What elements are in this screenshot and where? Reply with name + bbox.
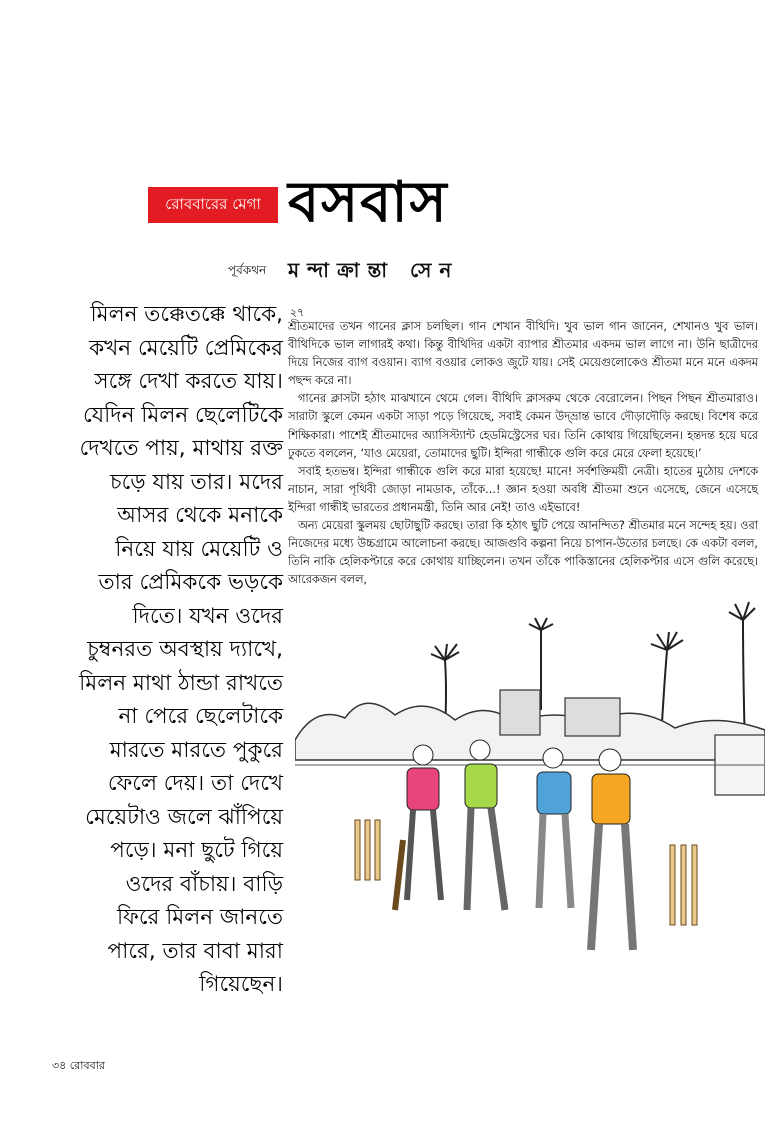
section-label: পূর্বকথন xyxy=(228,263,267,277)
summary-line: মেয়েটাও জলে ঝাঁপিয়ে xyxy=(85,804,283,830)
summary-line: চড়ে যায় তার। মদের xyxy=(110,469,283,495)
page-number: ৩৪ xyxy=(52,1059,67,1072)
summary-line: ফিরে মিলন জানতে xyxy=(116,905,283,930)
summary-line: মারতে মারতে পুকুরে xyxy=(109,737,283,763)
summary-line: চুম্বনরত অবস্থায় দ্যাখে, xyxy=(87,637,283,662)
stumps-left xyxy=(355,820,380,880)
paragraph: শ্রীতমাদের তখন গানের ক্লাস চলছিল। গান শেখান বীথিদি। খুব ভাল গান জানেন, শেখানও খুব ভাল। বীথিদিকে ভাল লাগারই কথা। কিন্তু বীথিদির একটা ব্যাপার শ্রীতমার একদম ভাল লাগে না। উনি ছাত্রীদের দিয়ে নিজের ব্যাগ বওয়ান। ব্যাগ বওয়ার লোকও জুটে যায়। সেই মেয়েগুলোকেও শ্রীতমা মনে মনে একদম পছন্দ করে না। xyxy=(288,320,758,388)
summary-line: আসর থেকে মনাকে xyxy=(117,503,283,528)
player-blue xyxy=(537,748,571,908)
story-title: বসবাস xyxy=(288,170,449,235)
summary-line: মিলন মাথা ঠান্ডা রাখতে xyxy=(79,670,283,696)
paragraph: সবাই হতভম্ব। ইন্দিরা গান্ধীকে গুলি করে মারা হয়েছে! মানে! সর্বশক্তিময়ী নেত্রী। হাতের মুঠোয় দেশকে নাচান, সারা পৃথিবী জোড়া নামডাক, তাঁকে...! জ্ঞান হওয়া অবধি শ্রীতমা শুনে এসেছে, জেনে এসেছে ইন্দিরা গান্ধীই ভারতের প্রধানমন্ত্রী, তিনি আর নেই! তাও এইভাবে! xyxy=(288,464,758,514)
chapter-number: ২৭ xyxy=(290,306,305,319)
stumps-right xyxy=(670,845,697,925)
summary-line: ফেলে দেয়। তা দেখে xyxy=(107,771,283,796)
page-footer xyxy=(52,1057,105,1076)
author-name: মন্দাক্রান্তা সেন xyxy=(288,258,460,282)
section-tag: রোববারের মেগা xyxy=(148,187,278,223)
player-pink xyxy=(395,745,441,910)
summary-line: পড়ে। মনা ছুটে গিয়ে xyxy=(110,838,283,863)
summary-line: না পেরে ছেলেটাকে xyxy=(118,704,283,729)
summary-line: সঙ্গে দেখা করতে যায়। xyxy=(94,369,283,394)
summary-line: নিয়ে যায় মেয়েটি ও xyxy=(115,536,283,562)
previously-summary xyxy=(55,298,283,1002)
summary-line: দেখতে পায়, মাথায় রক্ত xyxy=(79,436,283,461)
summary-line: তার প্রেমিককে ভড়কে xyxy=(98,570,283,595)
cricket-illustration xyxy=(295,590,765,970)
article-body xyxy=(288,318,758,589)
paragraph: গানের ক্লাসটা হঠাৎ মাঝখানে থেমে গেল। বীথিদি ক্লাসরুম থেকে বেরোলেন। পিছন পিছন শ্রীতমারাও। সারাটা স্কুলে কেমন একটা সাড়া পড়ে গিয়েছে, সবাই কেমন উদ্‌ভ্রান্ত ভাবে দৌড়াদৌড়ি করছে। বিশেষ করে শিক্ষিকারা। পাশেই শ্রীতমাদের অ্যাসিস্ট্যান্ট হেডমিস্ট্রেসের ঘর। তিনি কোথায় গিয়েছিলেন। হন্তদন্ত হয়ে ঘরে ঢুকতে বললেন, ‘যাও মেয়েরা, তোমাদের ছুটি। ইন্দিরা গান্ধীকে গুলি করে মেরে ফেলা হয়েছে।’ xyxy=(288,392,758,460)
summary-line: যেদিন মিলন ছেলেটিকে xyxy=(83,402,283,428)
summary-line: কখন মেয়েটি প্রেমিকের xyxy=(89,335,283,361)
summary-line: পারে, তার বাবা মারা xyxy=(107,938,283,964)
paragraph: অন্য মেয়েরা স্কুলময় ছোটাছুটি করছে। তারা কি হঠাৎ ছুটি পেয়ে আনন্দিত? শ্রীতমার মনে সন্দেহ হয়। ওরা নিজেদের মধ্যে উচ্চগ্রামে আলোচনা করছে। আজগুবি কল্পনা নিয়ে চাপান-উতোর চলছে। কে একটা বলল, তিনি নাকি হেলিকপ্টারে করে কোথায় যাচ্ছিলেন। তখন তাঁকে পাকিস্তানের হেলিকপ্টার এসে গুলি করেছে। আরেকজন বলল, xyxy=(288,519,758,587)
summary-line: দিতে। যখন ওদের xyxy=(132,603,283,629)
summary-line: মিলন তক্কেতক্কে থাকে, xyxy=(90,302,283,327)
summary-line: গিয়েছেন। xyxy=(199,972,283,997)
player-orange xyxy=(591,749,633,950)
summary-line: ওদের বাঁচায়। বাড়ি xyxy=(125,871,283,897)
magazine-name: রোববার xyxy=(69,1059,105,1072)
